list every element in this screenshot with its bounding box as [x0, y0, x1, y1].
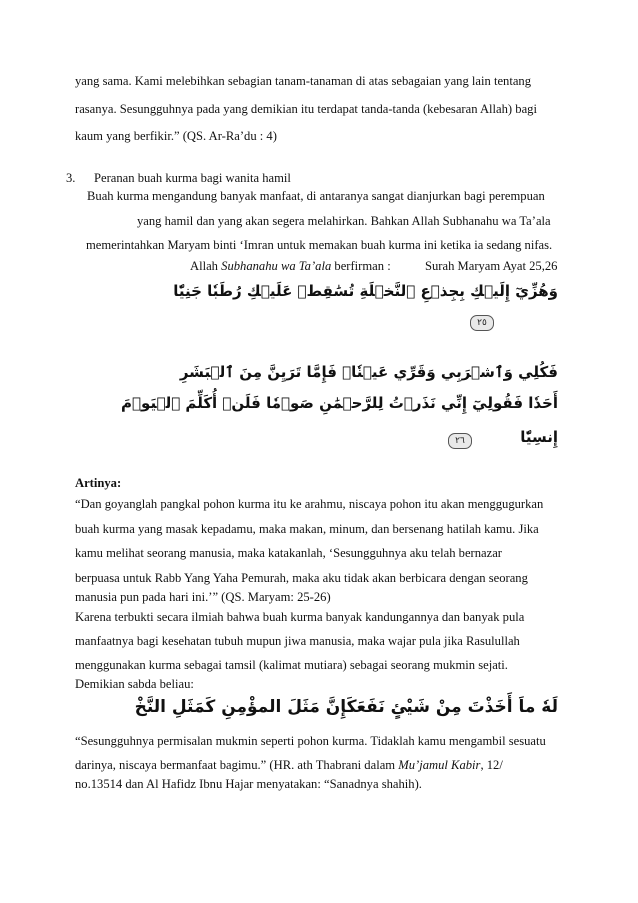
- intro-line-3: kaum yang berfikir.” (QS. Ar-Ra’du : 4): [75, 129, 277, 143]
- artinya-line-9: Demikian sabda beliau:: [75, 677, 194, 691]
- artinya-line-8: menggunakan kurma sebagai tamsil (kalimat mutiara) sebagai seorang mukmin sejati.: [75, 658, 508, 672]
- artinya-line-4: berpuasa untuk Rabb Yang Yaha Pemurah, maka aku tidak akan berbicara dengan seorang: [75, 571, 528, 585]
- hadith-arabic: لَهٗ ماَ أَخَذْتَ مِنْ شَيْئٍ نَفَعَكَإِنَّ مَثَلَ المؤْمِنِ كَمَثَلِ النَّخْ: [134, 697, 558, 717]
- surah-reference: Surah Maryam Ayat 25,26: [425, 259, 558, 273]
- allah-berfirman: Allah Subhanahu wa Ta’ala berfirman :: [190, 259, 391, 273]
- hadith-translation-line-1: “Sesungguhnya permisalan mukmin seperti pohon kurma. Tidaklah kamu mengambil sesuatu: [75, 734, 546, 748]
- section-number: 3.: [66, 171, 76, 185]
- quran-verse-25: وَهُزِّيٓ إِلَيۡكِ بِجِذۡعِ ٱلنَّخۡلَةِ تُسَٰقِطۡ عَلَيۡكِ رُطَبٗا جَنِيّٗا: [173, 282, 558, 300]
- quran-verse-26-line-2: أَحَدٗا فَقُولِيٓ إِنِّي نَذَرۡتُ لِلرَّحۡمَٰنِ صَوۡمٗا فَلَنۡ أُكَلِّمَ ٱلۡيَوۡمَ: [121, 394, 558, 412]
- section-line-1: Buah kurma mengandung banyak manfaat, di antaranya sangat dianjurkan bagi perempuan: [87, 189, 545, 203]
- section-title: Peranan buah kurma bagi wanita hamil: [94, 171, 291, 185]
- artinya-line-5: manusia pun pada hari ini.’” (QS. Maryam: 25-26): [75, 590, 331, 604]
- section-line-3: memerintahkan Maryam binti ‘Imran untuk memakan buah kurma ini ketika ia sedang nifas.: [86, 238, 553, 252]
- artinya-label: Artinya:: [75, 476, 122, 490]
- hadith-translation-line-3: no.13514 dan Al Hafidz Ibnu Hajar menyatakan: “Sanadnya shahih).: [75, 777, 422, 791]
- quran-verse-26-line-1: فَكُلِي وَٱشۡرَبِي وَقَرِّي عَيۡنٗاۖ فَإِمَّا تَرَيِنَّ مِنَ ٱلۡبَشَرِ: [179, 363, 558, 381]
- artinya-line-7: manfaatnya bagi kesehatan tubuh mupun jiwa manusia, maka wajar pula jika Rasulullah: [75, 634, 520, 648]
- artinya-line-3: kamu melihat seorang manusia, maka katakanlah, ‘Sesungguhnya aku telah bernazar: [75, 546, 502, 560]
- artinya-line-6: Karena terbukti secara ilmiah bahwa buah kurma banyak kandungannya dan banyak pula: [75, 610, 525, 624]
- quran-verse-26-line-3: إِنسِيّٗا: [520, 428, 558, 446]
- ayah-number-25: ٢٥: [470, 315, 494, 331]
- intro-line-1: yang sama. Kami melebihkan sebagian tanam-tanaman di atas sebagaian yang lain tentang: [75, 74, 532, 88]
- intro-line-2: rasanya. Sesungguhnya pada yang demikian itu terdapat tanda-tanda (kebesaran Allah) bagi: [75, 102, 537, 116]
- hadith-translation-line-2: darinya, niscaya bermanfaat bagimu.” (HR. ath Thabrani dalam Mu’jamul Kabir, 12/: [75, 758, 503, 772]
- artinya-line-1: “Dan goyanglah pangkal pohon kurma itu ke arahmu, niscaya pohon itu akan menggugurkan: [75, 497, 544, 511]
- ayah-number-26: ٢٦: [448, 433, 472, 449]
- section-line-2: yang hamil dan yang akan segera melahirkan. Bahkan Allah Subhanahu wa Ta’ala: [137, 214, 551, 228]
- artinya-line-2: buah kurma yang masak kepadamu, maka makan, minum, dan bersenang hatilah kamu. Jika: [75, 522, 539, 536]
